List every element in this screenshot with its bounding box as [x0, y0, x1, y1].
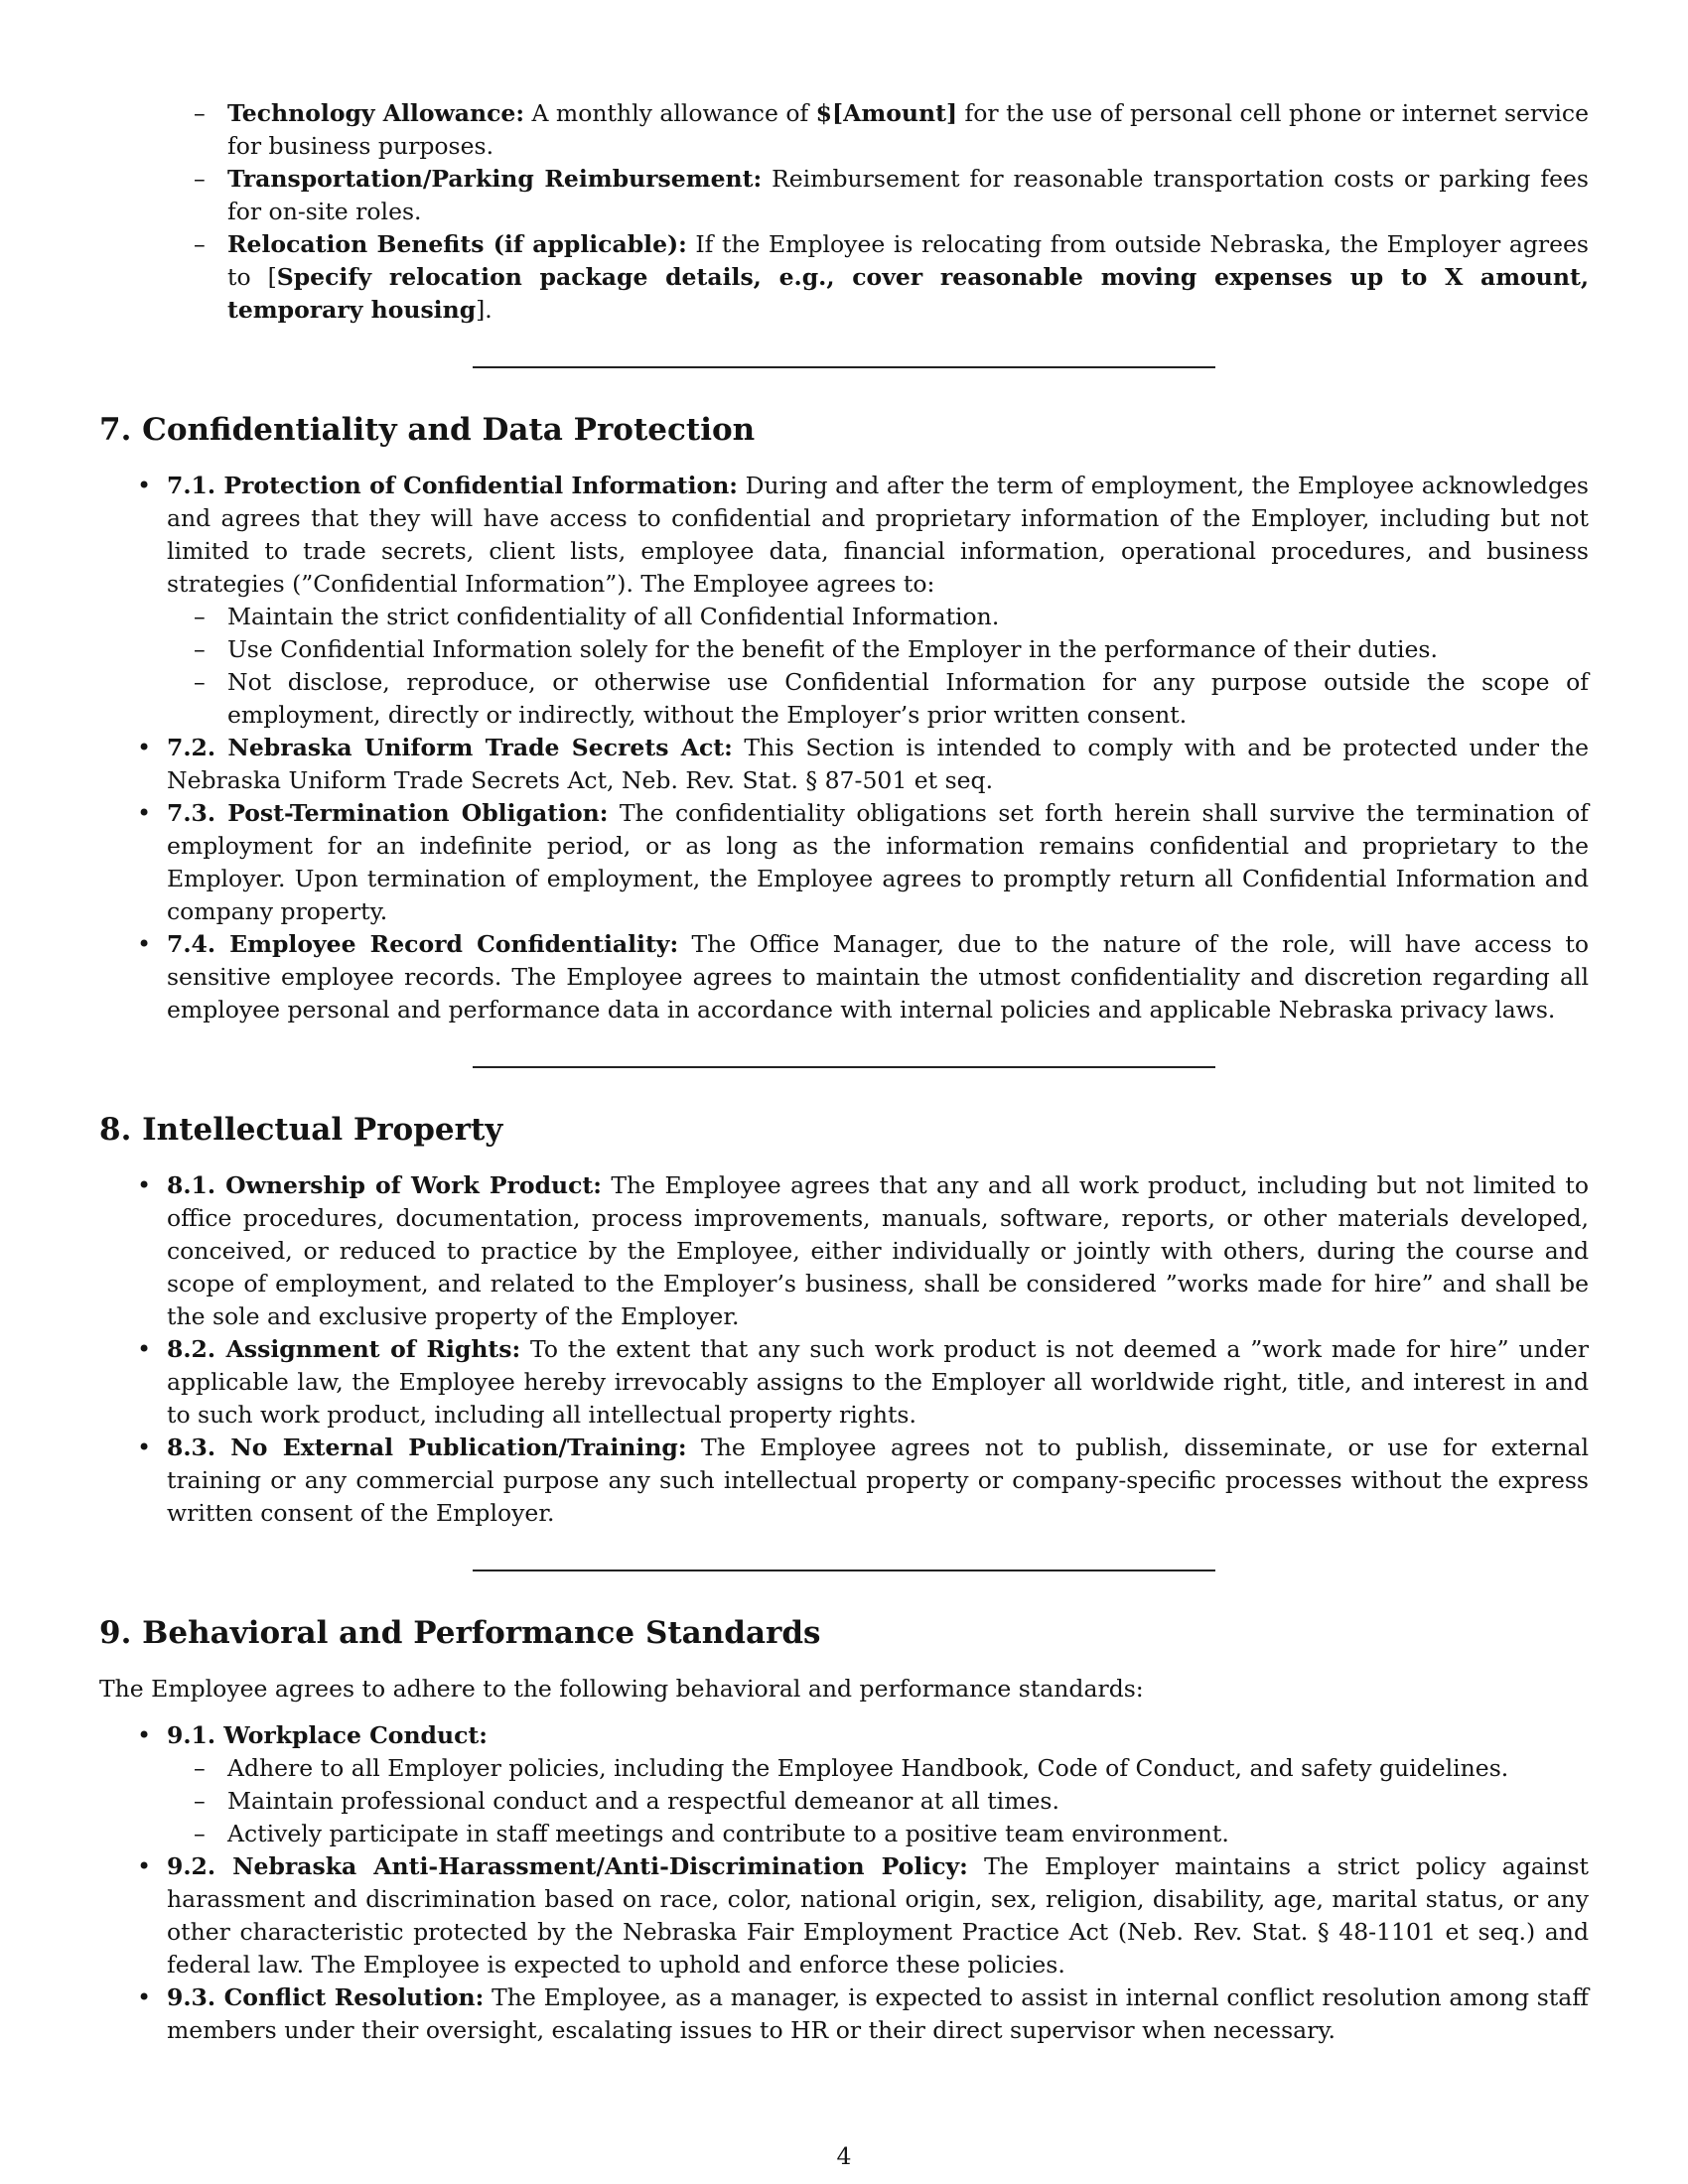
item-text: To the extent that any such work product is not deemed a ”work made for hire” under applicable law, the Employee hereby irrevocably assigns to the Employer all worldwide right, title, and interest in and to such work product, including all intellectual property rights.: [167, 1335, 1589, 1429]
item-label: 8.2. Assignment of Rights:: [167, 1335, 521, 1363]
item-label: 7.3. Post-Termination Obligation:: [167, 799, 609, 827]
list-item: [99, 97, 1589, 163]
list-item: [99, 1432, 1589, 1530]
list-item: [99, 470, 1589, 732]
page-number: 4: [836, 2142, 852, 2170]
page-content: [99, 97, 1589, 2047]
item-text: The Employee agrees that any and all work product, including but not limited to office procedures, documentation, process improvements, manuals, software, reports, or other materials developed, conceived, or reduced to practice by the Employee, either individually or jointly with others, during the course and scope of employment, and related to the Employer’s business, shall be considered ”works made for hire” and shall be the sole and exclusive property of the Employer.: [167, 1171, 1589, 1330]
sub-list-item: – Use Confidential Information solely for the benefit of the Employer in the performance of their duties.: [167, 633, 1589, 666]
list-item: [99, 928, 1589, 1026]
sub-list-item: – Maintain the strict confidentiality of all Confidential Information.: [167, 601, 1589, 633]
section-heading: 8. Intellectual Property: [99, 1112, 503, 1148]
sub-list-item: – Maintain professional conduct and a respectful demeanor at all times.: [167, 1785, 1589, 1818]
item-label: Transportation/Parking Reimbursement:: [227, 165, 763, 193]
section-intro: The Employee agrees to adhere to the following behavioral and performance standards:: [99, 1675, 1144, 1703]
list-item: [99, 228, 1589, 327]
list-item: [99, 1981, 1589, 2047]
item-text: During and after the term of employment, the Employee acknowledges and agrees that they will have access to confidential and proprietary information of the Employer, including but not limited to trade secrets, client lists, employee data, financial information, operational procedures, and business strategies (”Confidential Information”). The Employee agrees to:: [167, 472, 1589, 598]
item-text: The Employer maintains a strict policy against harassment and discrimination based on race, color, national origin, sex, religion, disability, age, marital status, or any other characteristic protected by the Nebraska Fair Employment Practice Act (Neb. Rev. Stat. § 48-1101 et seq.) and federal law. The Employee is expected to uphold and enforce these policies.: [167, 1852, 1589, 1979]
lead-benefits-list: [99, 97, 1589, 327]
item-text: The Office Manager, due to the nature of the role, will have access to sensitive employee records. The Employee agrees to maintain the utmost confidentiality and discretion regarding all employee personal and performance data in accordance with internal policies and applicable Nebraska privacy laws.: [167, 930, 1589, 1024]
list-item: [99, 797, 1589, 928]
sub-list-item: – Adhere to all Employer policies, including the Employee Handbook, Code of Conduct, and safety guidelines.: [167, 1752, 1589, 1785]
section-heading: 7. Confidentiality and Data Protection: [99, 412, 756, 448]
list-item: [99, 732, 1589, 797]
list-item: [99, 1169, 1589, 1333]
item-label: 8.1. Ownership of Work Product:: [167, 1171, 602, 1199]
section-heading: 9. Behavioral and Performance Standards: [99, 1615, 821, 1651]
sub-list: [167, 601, 1589, 732]
list-item: [99, 1719, 1589, 1850]
list-item: [99, 1850, 1589, 1981]
item-label: 9.1. Workplace Conduct:: [167, 1721, 488, 1749]
section-list: [99, 1169, 1589, 1530]
section-list: [99, 1719, 1589, 2047]
item-text: The Employee, as a manager, is expected to assist in internal conflict resolution among staff members under their oversight, escalating issues to HR or their direct supervisor when necessary.: [167, 1983, 1589, 2044]
item-text: This Section is intended to comply with and be protected under the Nebraska Uniform Trade Secrets Act, Neb. Rev. Stat. § 87-501 et seq.: [167, 734, 1590, 794]
relocation-placeholder: Specify relocation package details, e.g., cover reasonable moving expenses up to X amount, temporary housing: [227, 263, 1589, 324]
amount-placeholder: $[Amount]: [815, 99, 958, 127]
item-label: 7.1. Protection of Confidential Information:: [167, 472, 738, 499]
item-text: If the Employee is relocating from outside Nebraska, the Employer agrees to [: [227, 230, 1589, 291]
item-text: A monthly allowance of: [524, 99, 816, 127]
sub-list: [167, 1752, 1589, 1850]
section-divider: [473, 1570, 1215, 1571]
section-list: [99, 470, 1589, 1026]
sub-list-item: – Not disclose, reproduce, or otherwise use Confidential Information for any purpose outside the scope of employment, directly or indirectly, without the Employer’s prior written consent.: [167, 666, 1589, 732]
item-text: for the use of personal cell phone or internet service for business purposes.: [227, 99, 1590, 160]
item-label: 9.2. Nebraska Anti-Harassment/Anti-Discrimination Policy:: [167, 1852, 968, 1880]
item-label: 7.2. Nebraska Uniform Trade Secrets Act:: [167, 734, 733, 761]
section-divider: [473, 366, 1215, 368]
item-label: 8.3. No External Publication/Training:: [167, 1433, 687, 1461]
list-item: [99, 163, 1589, 228]
item-label: Relocation Benefits (if applicable):: [227, 230, 687, 258]
sub-list-item: – Actively participate in staff meetings and contribute to a positive team environment.: [167, 1818, 1589, 1850]
item-label: 7.4. Employee Record Confidentiality:: [167, 930, 679, 958]
item-label: Technology Allowance:: [227, 99, 525, 127]
item-text: ].: [476, 296, 492, 324]
list-item: [99, 1333, 1589, 1432]
item-label: 9.3. Conflict Resolution:: [167, 1983, 485, 2011]
item-text: Reimbursement for reasonable transportation costs or parking fees for on-site roles.: [227, 165, 1589, 225]
item-text: The Employee agrees not to publish, disseminate, or use for external training or any commercial purpose any such intellectual property or company-specific processes without the express written consent of the Employer.: [167, 1433, 1589, 1527]
section-divider: [473, 1066, 1215, 1068]
item-text: The confidentiality obligations set forth herein shall survive the termination of employment for an indefinite period, or as long as the information remains confidential and proprietary to the Employer. Upon termination of employment, the Employee agrees to promptly return all Confidential Information and company property.: [167, 799, 1589, 925]
